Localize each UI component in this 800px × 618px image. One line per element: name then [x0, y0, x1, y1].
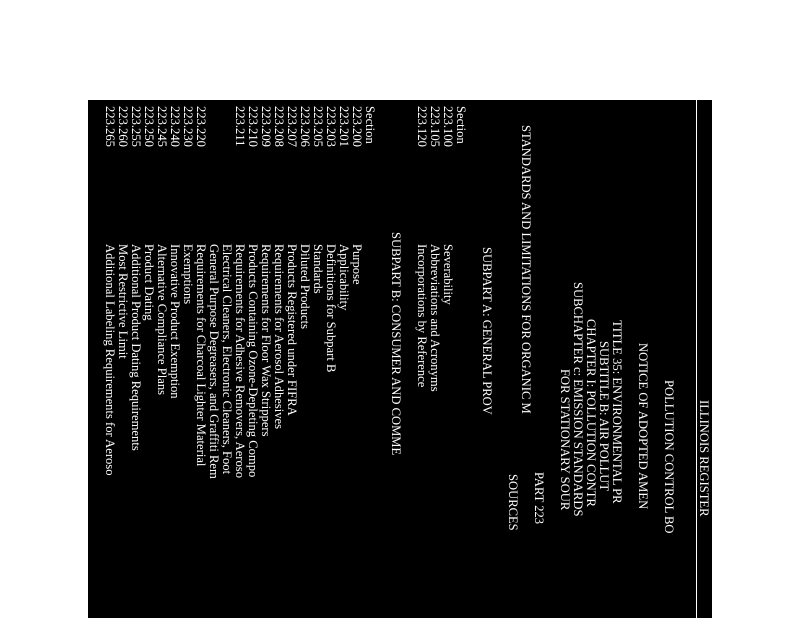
part-number: PART 223 — [532, 472, 546, 525]
section-number: 223.120 — [415, 106, 429, 147]
section-title: Electrical Cleaners, Electronic Cleaners, Foot — [220, 244, 234, 475]
register-title: ILLINOIS REGISTER — [697, 400, 711, 517]
subchapter-heading: SUBCHAPTER c: EMISSION STANDARDS — [571, 282, 585, 517]
section-title: Alternative Compliance Plans — [155, 244, 169, 396]
header-rule — [696, 100, 697, 618]
section-title: Exemptions — [181, 244, 195, 305]
section-title: Incorporations by Reference — [415, 244, 429, 388]
section-title: Innovative Product Exemption — [168, 244, 182, 399]
section-number: 223.260 — [116, 106, 130, 147]
part-title-2: SOURCES — [506, 474, 520, 531]
section-number: 223.250 — [142, 106, 156, 147]
subtitle-heading: SUBTITLE B: AIR POLLUT — [597, 341, 611, 492]
section-number: 223.209 — [259, 106, 273, 147]
subpart-a-heading: SUBPART A: GENERAL PROV — [480, 247, 494, 415]
section-number: 223.201 — [337, 106, 351, 147]
board-name: POLLUTION CONTROL BO — [662, 380, 676, 534]
subpart-b-heading: SUBPART B: CONSUMER AND COMME — [389, 232, 403, 456]
section-title: Applicability — [337, 244, 351, 311]
section-title: Requirements for Adhesive Removers, Aeroso — [233, 244, 247, 478]
section-title: General Purpose Degreasers, and Graffiti Rem — [207, 244, 221, 479]
section-number: 223.205 — [311, 106, 325, 147]
section-title: Requirements for Floor Wax Strippers — [259, 244, 273, 437]
section-title: Products Registered under FIFRA — [285, 244, 299, 416]
section-number: 223.100 — [441, 106, 455, 147]
section-number: 223.211 — [233, 106, 247, 147]
chapter-heading: CHAPTER I: POLLUTION CONTR — [584, 319, 598, 507]
section-title: Definitions for Subpart B — [324, 244, 338, 373]
section-title: Severability — [441, 244, 455, 305]
section-title: Requirements for Aerosol Adhesives — [272, 244, 286, 430]
section-number: 223.245 — [155, 106, 169, 147]
subchapter-heading-2: FOR STATIONARY SOUR — [558, 369, 572, 511]
section-title: Diluted Products — [298, 244, 312, 330]
scanned-document — [88, 100, 712, 618]
section-title: Standards — [311, 244, 325, 294]
section-number: 223.255 — [129, 106, 143, 147]
section-number: 223.220 — [194, 106, 208, 147]
section-number: 223.105 — [428, 106, 442, 147]
section-number: 223.230 — [181, 106, 195, 147]
section-number: 223.200 — [350, 106, 364, 147]
part-title: STANDARDS AND LIMITATIONS FOR ORGANIC M — [519, 125, 533, 414]
title-heading: TITLE 35: ENVIRONMENTAL PR — [610, 320, 624, 504]
section-title: Additional Product Dating Requirements — [129, 244, 143, 451]
section-number: 223.265 — [103, 106, 117, 147]
section-number: 223.207 — [285, 106, 299, 147]
section-title: Requirements for Charcoal Lighter Material — [194, 244, 208, 467]
rotated-page — [88, 100, 712, 618]
section-number: 223.208 — [272, 106, 286, 147]
section-number: 223.240 — [168, 106, 182, 147]
section-title: Purpose — [350, 244, 364, 285]
section-title: Additional Labeling Requirements for Aeroso — [103, 244, 117, 476]
section-title: Products Containing Ozone-Depleting Compo — [246, 244, 260, 478]
notice-heading: NOTICE OF ADOPTED AMEN — [636, 343, 650, 510]
section-number: 223.210 — [246, 106, 260, 147]
section-label: Section — [454, 106, 468, 144]
section-title: Abbreviations and Acronyms — [428, 244, 442, 392]
section-number: 223.203 — [324, 106, 338, 147]
section-label: Section — [363, 106, 377, 144]
section-number: 223.206 — [298, 106, 312, 147]
section-title: Most Restrictive Limit — [116, 244, 130, 359]
section-title: Product Dating — [142, 244, 156, 321]
